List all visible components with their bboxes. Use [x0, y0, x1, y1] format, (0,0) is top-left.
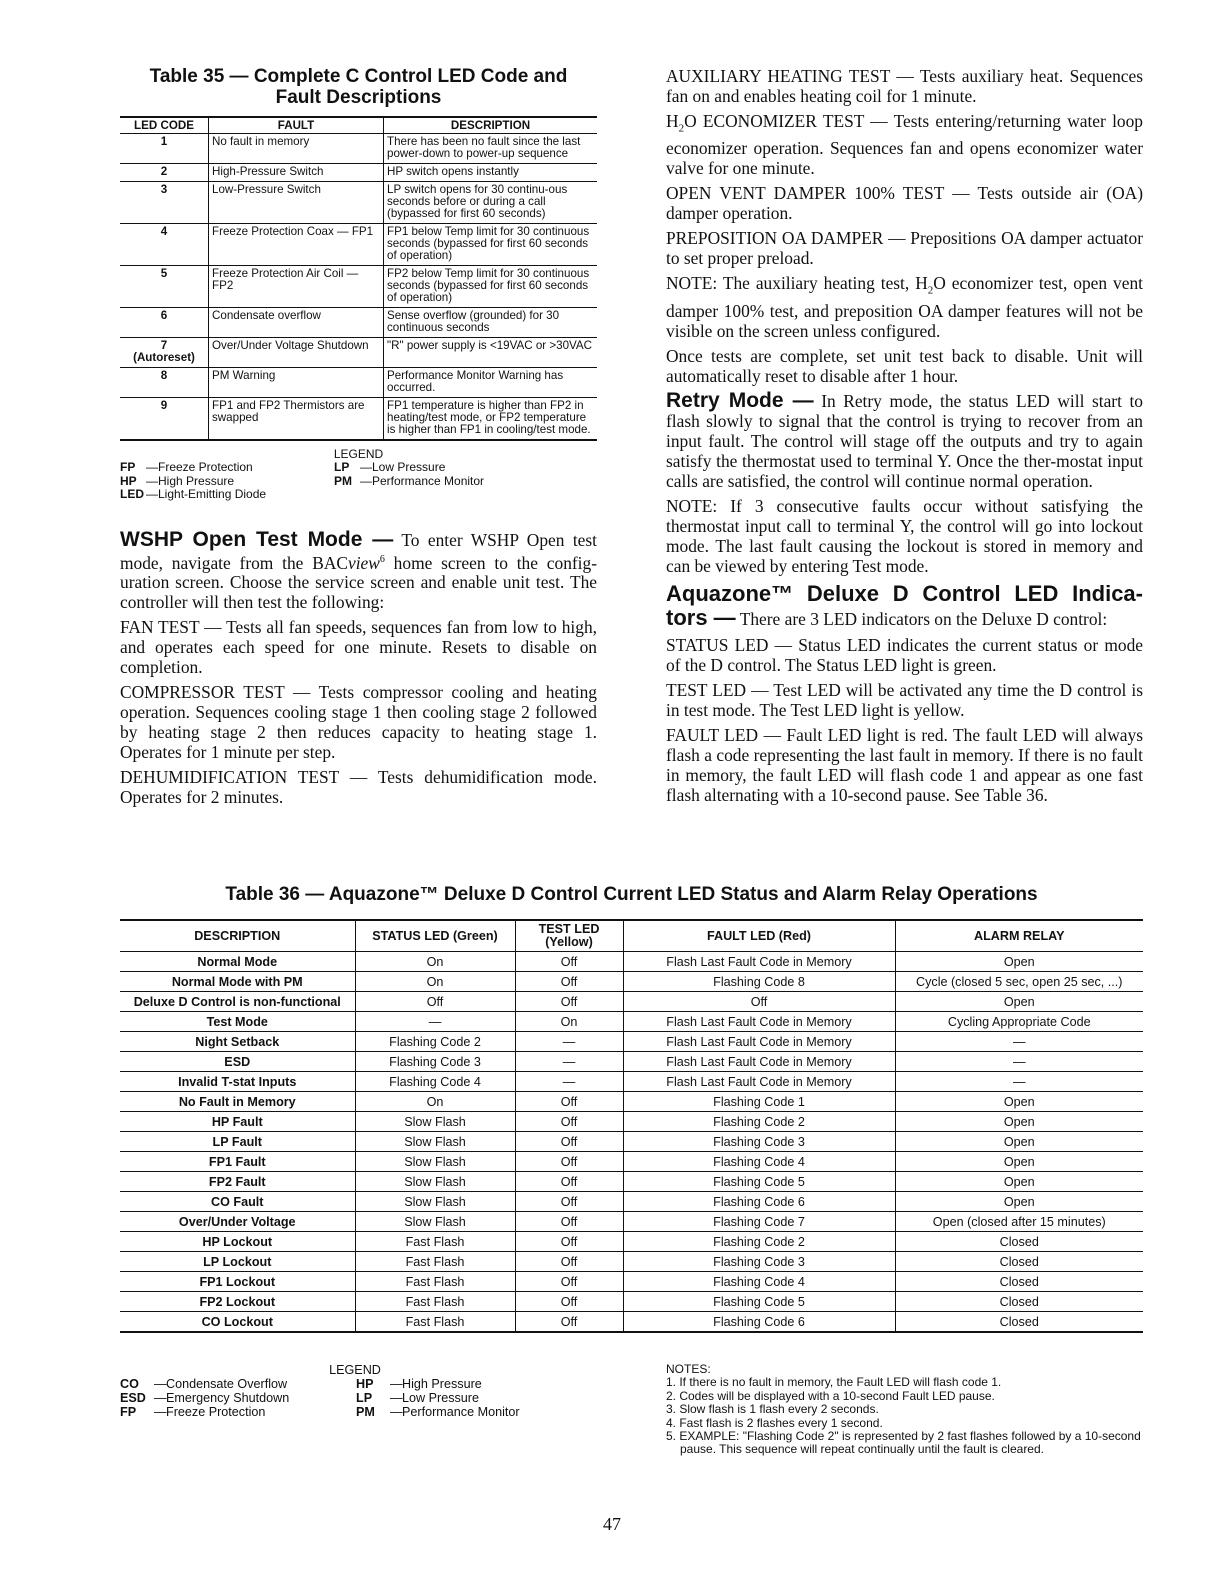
- status-led-cell: Flashing Code 4: [355, 1072, 515, 1092]
- legend-abbreviation: FP: [120, 460, 136, 474]
- fault-led-cell: Off: [623, 992, 895, 1012]
- fault-led-cell: Flash Last Fault Code in Memory: [623, 1072, 895, 1092]
- led-code: 5: [160, 267, 168, 280]
- fault-led-cell: Flashing Code 2: [623, 1232, 895, 1252]
- led-code-cell: [120, 224, 209, 266]
- table35-legend-title: LEGEND: [333, 447, 384, 461]
- fault-led-cell: Flashing Code 3: [623, 1252, 895, 1272]
- table36-row: [120, 1252, 1143, 1272]
- legend-meaning: Freeze Protection: [158, 460, 253, 474]
- page-number: 47: [603, 1514, 621, 1534]
- led-code: 7: [160, 339, 168, 352]
- retry-mode-paragraph: Retry Mode — In Retry mode, the status LED will start to flash slowly to signal that the control is trying to recover from an input fault. The control will stage off the outputs and try to again satisfy the thermostat used to terminal Y. Once the ther-mostat input calls are satisfied, the control will continue normal operation.: [666, 388, 1144, 491]
- test-led-cell: Off: [515, 1292, 623, 1312]
- table36-header-status-led: STATUS LED (Green): [355, 920, 515, 952]
- alarm-relay-cell: Closed: [895, 1252, 1143, 1272]
- legend-dash: —: [390, 1377, 403, 1391]
- legend-dash: —: [146, 487, 158, 501]
- alarm-relay-cell: Closed: [895, 1272, 1143, 1292]
- table36-row: [120, 1152, 1143, 1172]
- description-cell: There has been no fault since the last power-down to power-up sequence: [384, 134, 598, 164]
- notes-title: NOTES:: [666, 1362, 711, 1376]
- legend-meaning: Freeze Protection: [166, 1405, 266, 1419]
- table36-row: [120, 1092, 1143, 1112]
- description-cell: Night Setback: [120, 1032, 355, 1052]
- led-code-cell: [120, 182, 209, 224]
- table36-header-fault-led: FAULT LED (Red): [623, 920, 895, 952]
- description-cell: ESD: [120, 1052, 355, 1072]
- legend-abbreviation: CO: [120, 1377, 139, 1391]
- table35-header-fault: FAULT: [209, 117, 384, 134]
- table35-row: [120, 134, 597, 164]
- fault-led-cell: Flashing Code 7: [623, 1212, 895, 1232]
- legend-abbreviation: LP: [334, 460, 350, 474]
- description-cell: Invalid T-stat Inputs: [120, 1072, 355, 1092]
- table36-row: [120, 992, 1143, 1012]
- test-led-cell: Off: [515, 1092, 623, 1112]
- legend-dash: —: [154, 1405, 167, 1419]
- legend-meaning: [372, 488, 552, 502]
- legend-dash: —: [154, 1391, 167, 1405]
- test-led-paragraph: TEST LED — Test LED will be activated any time the D control is in test mode. The Test LED light is yellow.: [666, 679, 1143, 720]
- description-cell: LP Lockout: [120, 1252, 355, 1272]
- fault-cell: Over/Under Voltage Shutdown: [209, 338, 384, 368]
- alarm-relay-cell: Open: [895, 1112, 1143, 1132]
- fault-led-cell: Flashing Code 6: [623, 1192, 895, 1212]
- table36-row: [120, 1112, 1143, 1132]
- table36-row: [120, 1212, 1143, 1232]
- status-led-cell: Off: [355, 992, 515, 1012]
- table36-row: [120, 952, 1143, 972]
- note-item: 2. Codes will be displayed with a 10-second Fault LED pause.: [666, 1388, 995, 1403]
- led-code-cell: [120, 266, 209, 308]
- table36-section: [120, 884, 1143, 1333]
- fault-led-cell: Flash Last Fault Code in Memory: [623, 1012, 895, 1032]
- status-led-cell: Slow Flash: [355, 1152, 515, 1172]
- table35-row: [120, 182, 597, 224]
- note-configured-paragraph: NOTE: The auxiliary heating test, $H_2O$ economizer test, open vent damper 100% test, and preposition OA damper features will not be visible on the screen unless configured.: [666, 273, 1143, 341]
- fault-cell: PM Warning: [209, 368, 384, 398]
- alarm-relay-cell: —: [895, 1052, 1143, 1072]
- legend-meaning: High Pressure: [158, 473, 235, 488]
- preposition-damper-paragraph: PREPOSITION OA DAMPER — Prepositions OA damper actuator to set proper preload.: [666, 228, 1143, 269]
- table36-row: [120, 1032, 1143, 1052]
- alarm-relay-cell: Open: [895, 1152, 1143, 1172]
- table36-row: [120, 1272, 1143, 1292]
- table35-row: [120, 266, 597, 308]
- test-led-cell: On: [515, 1012, 623, 1032]
- test-led-cell: Off: [515, 972, 623, 992]
- led-code-cell: [120, 308, 209, 338]
- lockout-note-paragraph: NOTE: If 3 consecutive faults occur without satisfying the thermostat input call to terminal Y, the control will go into lockout mode. The last fault causing the lockout is stored in memory and can be viewed by entering Test mode.: [666, 495, 1143, 576]
- legend-dash: —: [146, 460, 158, 474]
- alarm-relay-cell: Cycle (closed 5 sec, open 25 sec, ...): [895, 972, 1143, 992]
- fault-led-cell: Flashing Code 4: [623, 1272, 895, 1292]
- legend-dash: —: [390, 1391, 403, 1405]
- led-code: 2: [160, 165, 168, 178]
- test-led-cell: Off: [515, 1192, 623, 1212]
- alarm-relay-cell: Open: [895, 1172, 1143, 1192]
- status-led-cell: Slow Flash: [355, 1112, 515, 1132]
- status-led-paragraph: STATUS LED — Status LED indicates the current status or mode of the D control. The Status LED light is green.: [666, 634, 1143, 675]
- status-led-cell: Fast Flash: [355, 1272, 515, 1292]
- table36-header-description: DESCRIPTION: [120, 920, 355, 952]
- fault-led-cell: Flashing Code 5: [623, 1172, 895, 1192]
- description-cell: Sense overflow (grounded) for 30 continuous seconds: [384, 308, 598, 338]
- test-led-cell: Off: [515, 1152, 623, 1172]
- fault-cell: No fault in memory: [209, 134, 384, 164]
- note-item: 1. If there is no fault in memory, the Fault LED will flash code 1.: [666, 1375, 1002, 1390]
- aquazone-led-paragraph: Aquazone™ Deluxe D Control LED Indica-tors — There are 3 LED indicators on the Deluxe D control:: [666, 580, 1143, 630]
- table36-row: [120, 1132, 1143, 1152]
- description-cell: No Fault in Memory: [120, 1092, 355, 1112]
- led-code: 4: [160, 225, 168, 238]
- note-item: 4. Fast flash is 2 flashes every 1 second.: [666, 1415, 883, 1430]
- test-led-cell: Off: [515, 992, 623, 1012]
- description-cell: FP1 below Temp limit for 30 continuous seconds (bypassed for first 60 seconds of operation): [384, 224, 598, 266]
- legend-abbreviation: HP: [120, 473, 137, 488]
- legend-abbreviation: HP: [356, 1377, 374, 1391]
- table36-row: [120, 1232, 1143, 1252]
- description-cell: FP1 Lockout: [120, 1272, 355, 1292]
- fault-cell: Condensate overflow: [209, 308, 384, 338]
- fault-led-cell: Flashing Code 8: [623, 972, 895, 992]
- legend-meaning: Performance Monitor: [372, 473, 485, 488]
- legend-meaning: Low Pressure: [402, 1391, 479, 1405]
- test-led-cell: Off: [515, 1132, 623, 1152]
- legend-abbreviation: PM: [334, 473, 352, 488]
- note-item: 5. EXAMPLE: "Flashing Code 2" is represented by 2 fast flashes followed by a 10-second pause. This sequence will repeat continually until the fault is cleared.: [666, 1429, 1141, 1457]
- description-cell: CO Fault: [120, 1192, 355, 1212]
- description-cell: LP Fault: [120, 1132, 355, 1152]
- table36-header-test-led: TEST LED (Yellow): [515, 920, 623, 952]
- table36-header-alarm-relay: ALARM RELAY: [895, 920, 1143, 952]
- fault-led-paragraph: FAULT LED — Fault LED light is red. The fault LED will always flash a code representing the last fault in memory. If there is no fault in memory, the fault LED will flash code 1 and appear as one fast flash alternating with a 10-second pause. See Table 36.: [666, 724, 1143, 805]
- status-led-cell: Slow Flash: [355, 1132, 515, 1152]
- dehumidification-test-paragraph: DEHUMIDIFICATION TEST — Tests dehumidification mode. Operates for 2 minutes.: [120, 767, 597, 808]
- test-led-cell: Off: [515, 952, 623, 972]
- fault-cell: High-Pressure Switch: [209, 164, 384, 182]
- fault-led-cell: Flashing Code 4: [623, 1152, 895, 1172]
- fault-led-cell: Flashing Code 3: [623, 1132, 895, 1152]
- description-cell: Deluxe D Control is non-functional: [120, 992, 355, 1012]
- legend-abbreviation: LED: [120, 487, 144, 501]
- led-code-cell: [120, 338, 209, 368]
- test-led-cell: Off: [515, 1312, 623, 1333]
- led-code: 9: [160, 399, 168, 412]
- fault-cell: Low-Pressure Switch: [209, 182, 384, 224]
- description-cell: HP switch opens instantly: [384, 164, 598, 182]
- table36-legend-title: LEGEND: [329, 1363, 381, 1377]
- alarm-relay-cell: Closed: [895, 1292, 1143, 1312]
- alarm-relay-cell: Open: [895, 1192, 1143, 1212]
- legend-dash: —: [360, 460, 372, 474]
- table36-header-row: [120, 920, 1143, 952]
- legend-abbreviation: LP: [356, 1391, 373, 1405]
- legend-dash: —: [146, 473, 158, 488]
- alarm-relay-cell: Closed: [895, 1232, 1143, 1252]
- legend-meaning: High Pressure: [402, 1377, 482, 1391]
- table35-header-description: DESCRIPTION: [384, 117, 598, 134]
- legend-abbreviation: PM: [356, 1405, 375, 1419]
- table36: [120, 919, 1143, 1333]
- legend-meaning: Performance Monitor: [402, 1405, 520, 1419]
- fault-led-cell: Flashing Code 6: [623, 1312, 895, 1333]
- led-code-cell: [120, 164, 209, 182]
- description-cell: FP2 Fault: [120, 1172, 355, 1192]
- table35-header-row: [120, 117, 597, 134]
- legend-meaning: Emergency Shutdown: [166, 1391, 290, 1405]
- legend-meaning: Low Pressure: [372, 460, 446, 474]
- status-led-cell: Fast Flash: [355, 1252, 515, 1272]
- description-cell: "R" power supply is <19VAC or >30VAC: [384, 338, 598, 368]
- fan-test-paragraph: FAN TEST — Tests all fan speeds, sequences fan from low to high, and operates each speed for one minute. Resets to disable on completion.: [120, 617, 597, 678]
- fault-led-cell: Flashing Code 5: [623, 1292, 895, 1312]
- table36-row: [120, 1172, 1143, 1192]
- wshp-open-test-paragraph: WSHP Open Test Mode — To enter WSHP Open test mode, navigate from the BACview$^6$ home screen to the config-uration screen. Choose the service screen and enable unit test. The controller will then test the following:: [120, 527, 597, 613]
- description-cell: LP switch opens for 30 continu-ous seconds before or during a call (bypassed for first 60 seconds): [384, 182, 598, 224]
- table36-row: [120, 1312, 1143, 1333]
- status-led-cell: Flashing Code 3: [355, 1052, 515, 1072]
- description-cell: Test Mode: [120, 1012, 355, 1032]
- alarm-relay-cell: Cycling Appropriate Code: [895, 1012, 1143, 1032]
- status-led-cell: Slow Flash: [355, 1172, 515, 1192]
- fault-led-cell: Flashing Code 1: [623, 1092, 895, 1112]
- aquazone-heading: Aquazone™ Deluxe D Control LED Indica-tors —: [666, 580, 1143, 630]
- led-code: 6: [160, 309, 168, 322]
- fault-cell: FP1 and FP2 Thermistors are swapped: [209, 398, 384, 441]
- led-code-cell: [120, 398, 209, 441]
- led-code-cell: [120, 368, 209, 398]
- status-led-cell: On: [355, 1092, 515, 1112]
- legend-abbreviation: ESD: [120, 1391, 146, 1405]
- table36-row: [120, 1072, 1143, 1092]
- status-led-cell: Fast Flash: [355, 1232, 515, 1252]
- alarm-relay-cell: —: [895, 1032, 1143, 1052]
- description-cell: FP1 Fault: [120, 1152, 355, 1172]
- test-led-cell: Off: [515, 1252, 623, 1272]
- h2o-economizer-paragraph: $H_2O$ ECONOMIZER TEST — Tests entering/returning water loop economizer operation. Sequences fan and opens economizer water valve for one minute.: [666, 111, 1143, 179]
- led-code-cell: [120, 134, 209, 164]
- table35-legend: [120, 461, 597, 502]
- legend-abbreviation: [334, 488, 360, 502]
- table36-legend: [120, 1363, 590, 1419]
- table35-title: Table 35 — Complete C Control LED Code and Fault Descriptions: [149, 66, 568, 108]
- description-cell: FP2 Lockout: [120, 1292, 355, 1312]
- status-led-cell: On: [355, 952, 515, 972]
- auxiliary-heating-paragraph: AUXILIARY HEATING TEST — Tests auxiliary heat. Sequences fan on and enables heating coil for 1 minute.: [666, 66, 1143, 106]
- led-code: 1: [160, 135, 168, 148]
- table35-row: [120, 338, 597, 368]
- status-led-cell: Slow Flash: [355, 1212, 515, 1232]
- status-led-cell: On: [355, 972, 515, 992]
- test-led-cell: —: [515, 1032, 623, 1052]
- alarm-relay-cell: Open (closed after 15 minutes): [895, 1212, 1143, 1232]
- fault-led-cell: Flash Last Fault Code in Memory: [623, 1032, 895, 1052]
- table36-notes: [666, 1363, 1144, 1457]
- table35: [120, 116, 597, 441]
- test-led-cell: Off: [515, 1232, 623, 1252]
- alarm-relay-cell: Closed: [895, 1312, 1143, 1333]
- fault-led-cell: Flash Last Fault Code in Memory: [623, 1052, 895, 1072]
- test-led-cell: —: [515, 1052, 623, 1072]
- alarm-relay-cell: Open: [895, 992, 1143, 1012]
- description-cell: Normal Mode: [120, 952, 355, 972]
- test-led-cell: Off: [515, 1112, 623, 1132]
- table35-row: [120, 368, 597, 398]
- legend-meaning: Light-Emitting Diode: [158, 487, 267, 501]
- description-cell: Performance Monitor Warning has occurred.: [384, 368, 598, 398]
- alarm-relay-cell: Open: [895, 1132, 1143, 1152]
- test-led-cell: Off: [515, 1212, 623, 1232]
- table36-title: Table 36 — Aquazone™ Deluxe D Control Current LED Status and Alarm Relay Operations: [225, 884, 1038, 905]
- open-vent-damper-paragraph: OPEN VENT DAMPER 100% TEST — Tests outside air (OA) damper operation.: [666, 183, 1143, 224]
- left-column: [120, 66, 597, 812]
- right-column: [666, 66, 1143, 810]
- fault-led-cell: Flash Last Fault Code in Memory: [623, 952, 895, 972]
- status-led-cell: Flashing Code 2: [355, 1032, 515, 1052]
- table35-row: [120, 224, 597, 266]
- description-cell: FP2 below Temp limit for 30 continuous seconds (bypassed for first 60 seconds of operation): [384, 266, 598, 308]
- legend-dash: —: [360, 473, 372, 488]
- table36-row: [120, 1012, 1143, 1032]
- table36-row: [120, 1292, 1143, 1312]
- table35-row: [120, 164, 597, 182]
- table35-row: [120, 398, 597, 441]
- led-code: 3: [160, 183, 168, 196]
- note-item: 3. Slow flash is 1 flash every 2 seconds.: [666, 1402, 879, 1417]
- description-cell: Normal Mode with PM: [120, 972, 355, 992]
- test-led-cell: Off: [515, 1172, 623, 1192]
- description-cell: Over/Under Voltage: [120, 1212, 355, 1232]
- test-led-cell: Off: [515, 1272, 623, 1292]
- table36-row: [120, 972, 1143, 992]
- legend-dash: —: [154, 1377, 167, 1391]
- alarm-relay-cell: Open: [895, 952, 1143, 972]
- description-cell: FP1 temperature is higher than FP2 in heating/test mode, or FP2 temperature is higher than FP1 in cooling/test mode.: [384, 398, 598, 441]
- table35-header-led-code: LED CODE: [120, 117, 209, 134]
- table35-row: [120, 308, 597, 338]
- description-cell: HP Fault: [120, 1112, 355, 1132]
- tests-complete-paragraph: Once tests are complete, set unit test back to disable. Unit will automatically reset to disable after 1 hour.: [666, 345, 1143, 386]
- status-led-cell: Slow Flash: [355, 1192, 515, 1212]
- legend-dash: —: [390, 1405, 403, 1419]
- table36-row: [120, 1192, 1143, 1212]
- alarm-relay-cell: —: [895, 1072, 1143, 1092]
- table36-row: [120, 1052, 1143, 1072]
- fault-cell: Freeze Protection Coax — FP1: [209, 224, 384, 266]
- alarm-relay-cell: Open: [895, 1092, 1143, 1112]
- legend-abbreviation: FP: [120, 1405, 137, 1419]
- status-led-cell: Fast Flash: [355, 1292, 515, 1312]
- led-code-note: (Autoreset): [133, 351, 195, 364]
- description-cell: HP Lockout: [120, 1232, 355, 1252]
- status-led-cell: —: [355, 1012, 515, 1032]
- led-code: 8: [160, 369, 168, 382]
- legend-dash: [360, 488, 372, 502]
- status-led-cell: Fast Flash: [355, 1312, 515, 1333]
- legend-meaning: Condensate Overflow: [166, 1377, 288, 1391]
- test-led-cell: —: [515, 1072, 623, 1092]
- fault-led-cell: Flashing Code 2: [623, 1112, 895, 1132]
- retry-heading: Retry Mode —: [666, 388, 814, 412]
- description-cell: CO Lockout: [120, 1312, 355, 1333]
- wshp-heading: WSHP Open Test Mode —: [120, 527, 394, 551]
- compressor-test-paragraph: COMPRESSOR TEST — Tests compressor cooling and heating operation. Sequences cooling stage 1 then cooling stage 2 followed by heating stage 2 then reduces capacity to heating stage 1. Operates for 1 minute per step.: [120, 682, 597, 763]
- fault-cell: Freeze Protection Air Coil — FP2: [209, 266, 384, 308]
